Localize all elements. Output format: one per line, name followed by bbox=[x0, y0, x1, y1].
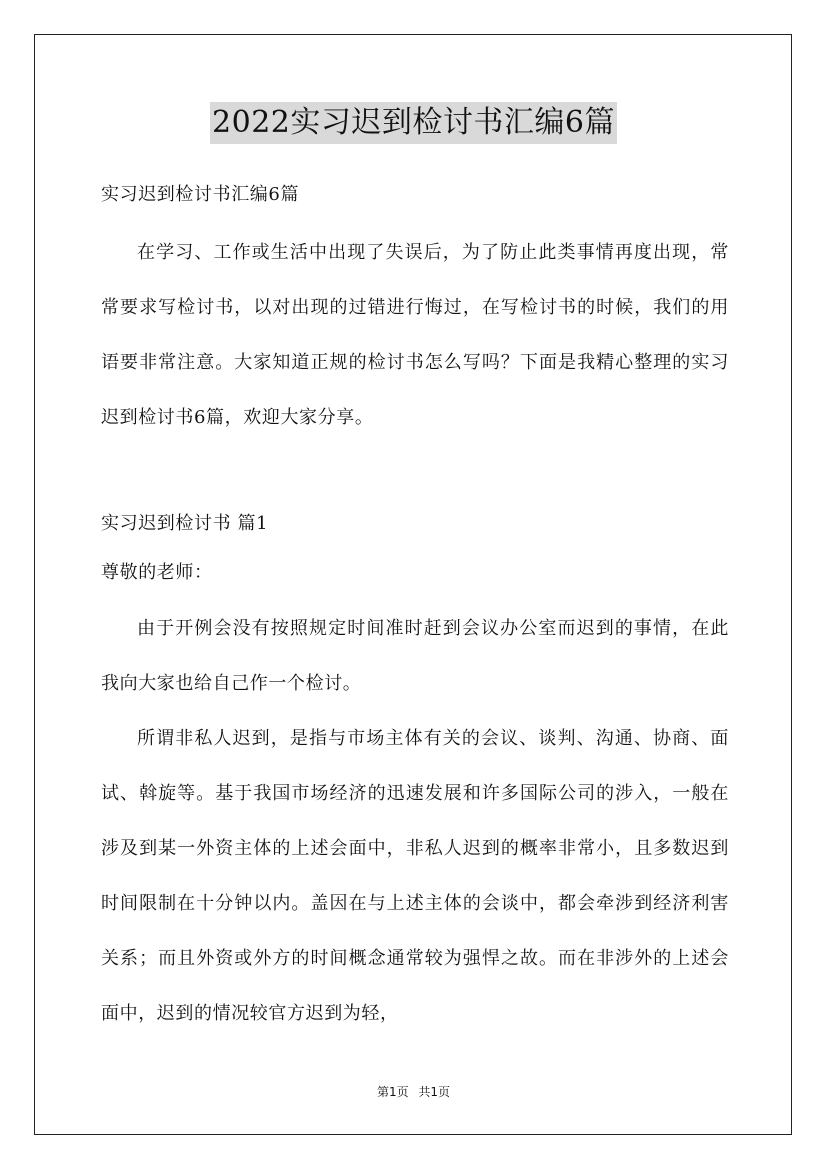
document-body bbox=[101, 174, 729, 1041]
title-container bbox=[0, 102, 827, 144]
intro-paragraph: 在学习、工作或生活中出现了失误后，为了防止此类事情再度出现，常常要求写检讨书，以对出现的过错进行悔过，在写检讨书的时候，我们的用语要非常注意。大家知道正规的检讨书怎么写吗？下面是我精心整理的实习迟到检讨书6篇，欢迎大家分享。 bbox=[101, 242, 729, 428]
page-footer bbox=[0, 1083, 827, 1100]
section-heading: 实习迟到检讨书 篇1 bbox=[101, 513, 269, 534]
body-paragraph: 所谓非私人迟到，是指与市场主体有关的会议、谈判、沟通、协商、面试、斡旋等。基于我国市场经济的迅速发展和许多国际公司的涉入，一般在涉及到某一外资主体的上述会面中，非私人迟到的概率非常小，且多数迟到时间限制在十分钟以内。盖因在与上述主体的会谈中，都会牵涉到经济利害关系；而且外资或外方的时间概念通常较为强悍之故。而在非涉外的上述会面中，迟到的情况较官方迟到为轻， bbox=[101, 728, 729, 1024]
page-number: 第1页 bbox=[376, 1085, 409, 1099]
section-gap bbox=[101, 445, 729, 487]
body-paragraph: 由于开例会没有按照规定时间准时赶到会议办公室而迟到的事情，在此我向大家也给自己作一个检讨。 bbox=[101, 618, 729, 694]
page-total: 共1页 bbox=[418, 1085, 451, 1099]
salutation: 尊敬的老师： bbox=[101, 562, 213, 583]
document-title: 2022实习迟到检讨书汇编6篇 bbox=[210, 102, 617, 144]
document-subtitle: 实习迟到检讨书汇编6篇 bbox=[101, 184, 300, 205]
